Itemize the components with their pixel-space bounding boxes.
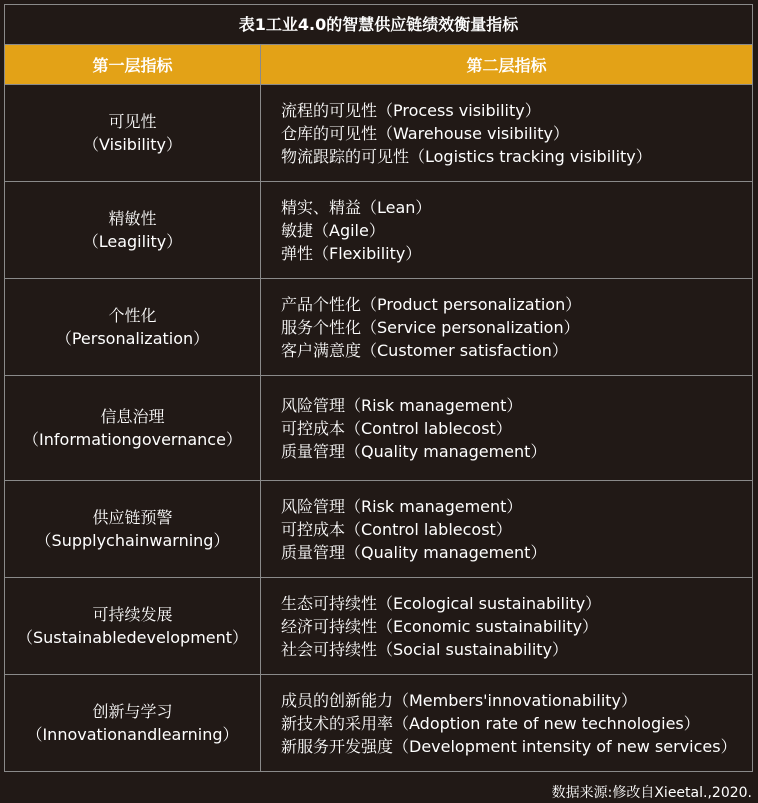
- level2-item: 新技术的采用率（Adoption rate of new technologies）: [281, 713, 700, 733]
- level2-item: 经济可持续性（Economic sustainability）: [281, 616, 599, 636]
- level2-item: 新服务开发强度（Development intensity of new services）: [281, 736, 737, 756]
- level2-item: 仓库的可见性（Warehouse visibility）: [281, 123, 569, 143]
- table-row: [5, 85, 752, 182]
- level2-item: 风险管理（Risk management）: [281, 496, 523, 516]
- metrics-table: [4, 4, 753, 772]
- level2-item: 质量管理（Quality management）: [281, 542, 547, 562]
- level2-item: 物流跟踪的可见性（Logistics tracking visibility）: [281, 146, 652, 166]
- level2-item: 可控成本（Control lablecost）: [281, 418, 512, 438]
- table-row: [5, 376, 752, 481]
- level2-item: 流程的可见性（Process visibility）: [281, 100, 541, 120]
- level2-cell: [261, 578, 752, 674]
- level2-item: 成员的创新能力（Members'innovationability）: [281, 690, 638, 710]
- level1-cell: [5, 376, 261, 480]
- level2-item: 生态可持续性（Ecological sustainability）: [281, 593, 602, 613]
- level1-cell: [5, 279, 261, 375]
- level2-item: 敏捷（Agile）: [281, 220, 385, 240]
- level2-item: 社会可持续性（Social sustainability）: [281, 639, 569, 659]
- level1-english: （Personalization）: [55, 329, 210, 348]
- level2-item: 精实、精益（Lean）: [281, 197, 432, 217]
- level2-cell: [261, 481, 752, 577]
- level2-item: 质量管理（Quality management）: [281, 441, 547, 461]
- level2-cell: [261, 675, 752, 771]
- level1-name: 可见性: [108, 112, 157, 131]
- header-level2: 第二层指标: [466, 56, 547, 75]
- level1-cell: [5, 675, 261, 771]
- level1-english: （Innovationandlearning）: [26, 725, 239, 744]
- level1-name: 个性化: [108, 306, 157, 325]
- table-row: [5, 182, 752, 279]
- level2-cell: [261, 279, 752, 375]
- level1-name: 供应链预警: [92, 508, 173, 527]
- table-row: [5, 279, 752, 376]
- level1-english: （Informationgovernance）: [23, 430, 242, 449]
- level1-english: （Leagility）: [82, 232, 183, 251]
- level2-item: 风险管理（Risk management）: [281, 395, 523, 415]
- level2-item: 产品个性化（Product personalization）: [281, 294, 582, 314]
- table-title: 表1工业4.0的智慧供应链绩效衡量指标: [5, 5, 752, 45]
- level2-item: 可控成本（Control lablecost）: [281, 519, 512, 539]
- level2-cell: [261, 85, 752, 181]
- level1-cell: [5, 578, 261, 674]
- table-row: [5, 578, 752, 675]
- level1-cell: [5, 182, 261, 278]
- level2-item: 弹性（Flexibility）: [281, 243, 422, 263]
- level2-cell: [261, 182, 752, 278]
- table-body: [5, 85, 752, 771]
- level1-name: 可持续发展: [92, 605, 173, 624]
- table-row: [5, 481, 752, 578]
- source-note: 数据来源:修改自Xieetal.,2020.: [551, 785, 752, 801]
- level2-item: 服务个性化（Service personalization）: [281, 317, 580, 337]
- level1-english: （Supplychainwarning）: [35, 531, 230, 550]
- level1-name: 精敏性: [108, 209, 157, 228]
- table-row: [5, 675, 752, 771]
- level1-english: （Visibility）: [82, 135, 183, 154]
- level1-name: 创新与学习: [92, 702, 173, 721]
- header-level1: 第一层指标: [5, 45, 261, 84]
- level1-cell: [5, 85, 261, 181]
- table-header: [5, 45, 752, 85]
- level2-item: 客户满意度（Customer satisfaction）: [281, 340, 568, 360]
- level2-cell: [261, 376, 752, 480]
- level1-cell: [5, 481, 261, 577]
- level1-english: （Sustainabledevelopment）: [16, 628, 249, 647]
- level1-name: 信息治理: [100, 407, 165, 426]
